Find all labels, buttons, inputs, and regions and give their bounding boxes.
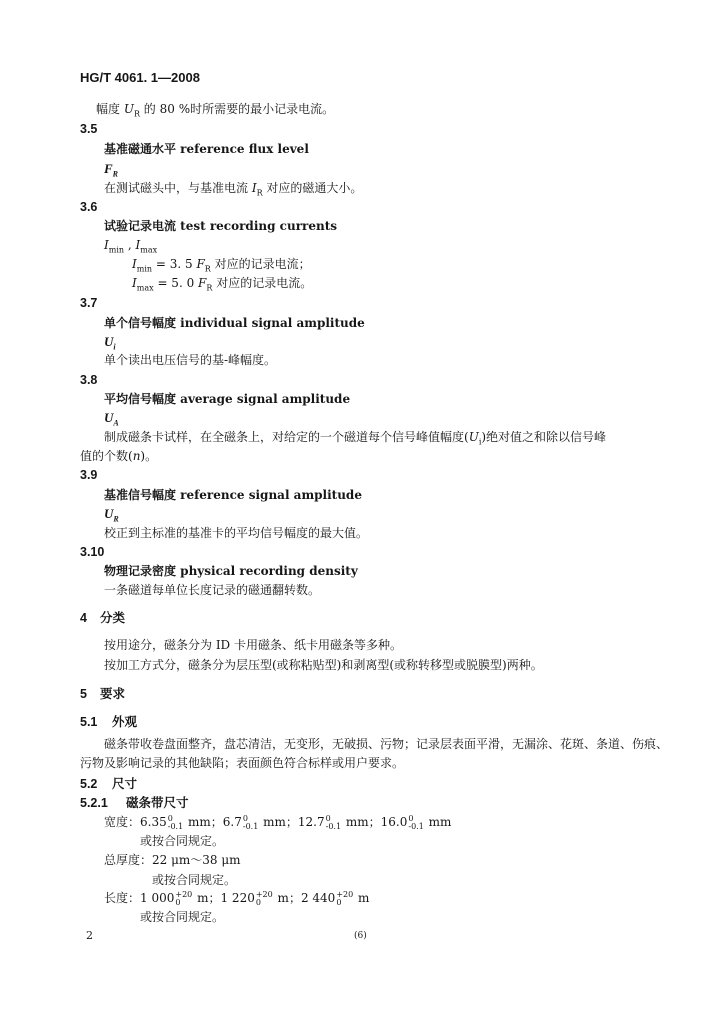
tolerance-lower: 0 [336, 897, 342, 907]
contract-note: 或按合同规定。 [140, 834, 225, 848]
tolerance-upper: 0 [242, 813, 248, 823]
term-title: 基准信号幅度 reference signal amplitude [104, 488, 362, 502]
tolerance-upper: +20 [255, 889, 273, 899]
dimension-tolerance [243, 815, 258, 831]
tolerance-lower: -0.1 [242, 821, 259, 831]
term-title: 试验记录电流 test recording currents [104, 219, 337, 233]
dimension-nominal: 1 220 [220, 891, 255, 905]
section-title: 磁条带尺寸 [126, 796, 189, 810]
term-symbol: $U_A$ [104, 410, 119, 428]
dimension-value [220, 891, 288, 905]
section-title: 外观 [112, 715, 138, 729]
formula-line: $I_{min} = 3$. 5 $F_R$ 对应的记录电流； [132, 257, 311, 274]
dimension-unit: mm [184, 815, 211, 829]
term-title: 基准磁通水平 reference flux level [104, 142, 309, 156]
contract-note: 或按合同规定。 [152, 873, 237, 887]
dimension-tolerance [326, 815, 341, 831]
length-dimension-line: 长度：1 000 +20 0 m；1 220 +20 0 m；2 440 +20 0 m [104, 889, 370, 907]
separator: ； [210, 815, 223, 829]
tolerance-lower: 0 [175, 897, 181, 907]
dimension-nominal: 6.35 [140, 815, 167, 829]
section-title: 尺寸 [112, 777, 138, 791]
term-symbol: $F_R$ [104, 161, 119, 179]
dimension-unit: mm [342, 815, 369, 829]
clause-number: 3.9 [80, 468, 98, 482]
dimension-unit: m [354, 891, 370, 905]
page-number: 2 [86, 929, 93, 942]
dimension-unit: mm [424, 815, 452, 829]
section-number: 5.2.1 [80, 796, 108, 810]
term-definition: 校正到主标准的基准卡的平均信号幅度的最大值。 [104, 526, 369, 540]
section-number: 5.2 [80, 777, 98, 791]
tolerance-upper: 0 [325, 813, 331, 823]
clause-number: 3.8 [80, 373, 98, 387]
term-title: 平均信号幅度 average signal amplitude [104, 392, 351, 406]
tolerance-lower: -0.1 [325, 821, 342, 831]
section-number: 5.1 [80, 715, 98, 729]
clause-number: 3.6 [80, 200, 98, 214]
section-title: 分类 [100, 611, 126, 625]
dimension-tolerance [408, 815, 423, 831]
paragraph-cont: 污物及影响记录的其他缺陷；表面颜色符合标样或用户要求。 [80, 756, 405, 770]
term-title: 单个信号幅度 individual signal amplitude [104, 316, 365, 330]
separator: ； [288, 891, 301, 905]
paragraph: 磁条带收卷盘面整齐，盘芯清洁，无变形，无破损、污物；记录层表面平滑，无漏涂、花斑、条道、伤痕、 [104, 737, 669, 751]
separator: ； [368, 815, 381, 829]
standard-code-header: HG/T 4061. 1—2008 [80, 70, 200, 85]
thickness-dimension-line: 总厚度：22 μm～38 μm [104, 853, 241, 867]
paragraph: 按加工方式分，磁条分为层压型(或称粘贴型)和剥离型(或称转移型或脱膜型)两种。 [104, 658, 543, 672]
sheet-number: (6) [354, 931, 367, 941]
dimension-unit: m [273, 891, 289, 905]
term-title: 物理记录密度 physical recording density [104, 564, 358, 578]
contract-note: 或按合同规定。 [140, 910, 225, 924]
dimension-tolerance [175, 891, 192, 907]
tolerance-lower: 0 [255, 897, 261, 907]
dimension-value [301, 891, 369, 905]
dimension-nominal: 1 000 [140, 891, 175, 905]
dimension-value [223, 815, 286, 829]
dimension-nominal: 16.0 [380, 815, 408, 829]
tolerance-upper: 0 [167, 813, 173, 823]
dimension-tolerance [336, 891, 353, 907]
term-symbol: $U_i$ [104, 334, 116, 352]
dimension-value [140, 815, 211, 829]
term-definition: 制成磁条卡试样，在全磁条上，对给定的一个磁道每个信号峰值幅度$(U_i)$绝对值之和除以信号峰 [104, 430, 607, 447]
tolerance-upper: +20 [336, 889, 354, 899]
dimension-nominal: 12.7 [297, 815, 325, 829]
dimension-value [140, 891, 208, 905]
dimension-unit: mm [259, 815, 286, 829]
tolerance-lower: -0.1 [167, 821, 184, 831]
dimension-value [298, 815, 369, 829]
tolerance-upper: +20 [175, 889, 193, 899]
dimension-nominal: 2 440 [300, 891, 336, 905]
dimension-tolerance [256, 891, 273, 907]
term-definition: 在测试磁头中，与基准电流 $I_R$ 对应的磁通大小。 [104, 181, 363, 198]
clause-number: 3.7 [80, 296, 98, 310]
section-title: 要求 [100, 687, 126, 701]
continued-text-line: 幅度 $U_R$ 的 80 %时所需要的最小记录电流。 [96, 102, 335, 119]
separator: ； [208, 891, 221, 905]
clause-number: 3.5 [80, 122, 98, 136]
clause-number: 3.10 [80, 545, 105, 559]
term-symbol: $U_R$ [104, 506, 119, 524]
dimension-tolerance [168, 815, 183, 831]
section-number: 4 [80, 611, 87, 625]
formula-line: $I_{max} = 5$. 0 $F_R$ 对应的记录电流。 [132, 276, 313, 293]
term-symbol: $I_{min}$ , $I_{max}$ [104, 238, 158, 255]
width-dimension-line: 宽度：6.35 0 -0.1 mm；6.7 0 -0.1 mm；12.7 0 -0.1 mm；16.0 0 -0.1 mm [104, 813, 452, 831]
term-definition: 一条磁道每单位长度记录的磁通翻转数。 [104, 583, 321, 597]
dimension-nominal: 6.7 [222, 815, 242, 829]
paragraph: 按用途分，磁条分为 ID 卡用磁条、纸卡用磁条等多种。 [104, 638, 402, 652]
tolerance-upper: 0 [408, 813, 414, 823]
dimension-value [381, 815, 452, 829]
separator: ； [285, 815, 298, 829]
term-definition: 单个读出电压信号的基-峰幅度。 [104, 353, 277, 367]
dimension-unit: m [193, 891, 209, 905]
section-number: 5 [80, 687, 87, 701]
tolerance-lower: -0.1 [408, 821, 424, 831]
term-definition-cont: 值的个数(n)。 [80, 449, 158, 463]
